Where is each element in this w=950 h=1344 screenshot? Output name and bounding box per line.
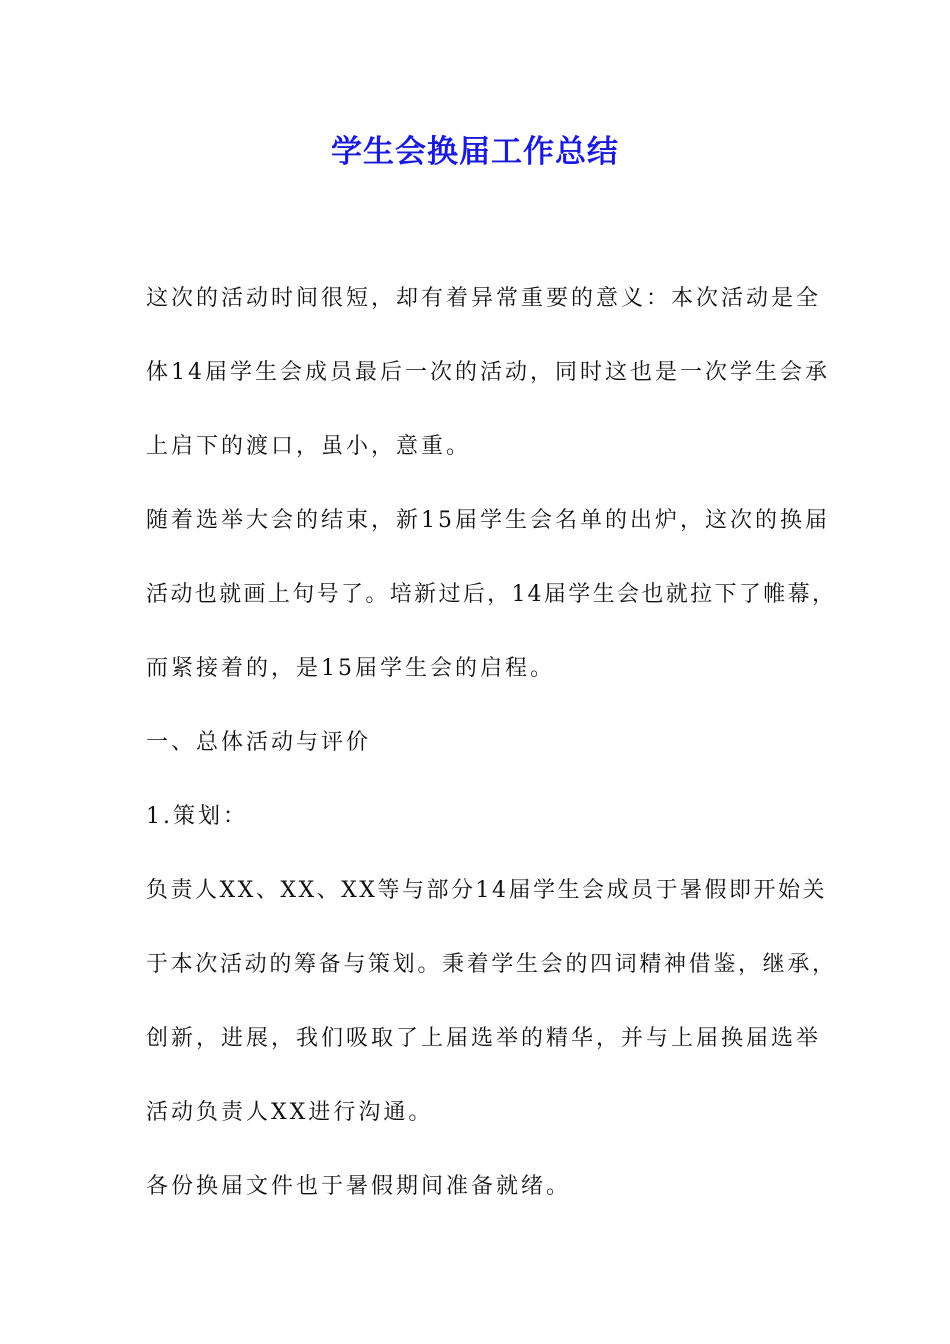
body-line: 创新，进展，我们吸取了上届选举的精华，并与上届换届选举 xyxy=(146,1026,822,1051)
document-body xyxy=(146,262,836,1224)
body-line: 活动也就画上句号了。培新过后，14届学生会也就拉下了帷幕， xyxy=(146,582,836,607)
body-line: 负责人XX、XX、XX等与部分14届学生会成员于暑假即开始关 xyxy=(146,878,827,903)
body-line: 体14届学生会成员最后一次的活动，同时这也是一次学生会承 xyxy=(146,360,830,385)
body-line: 于本次活动的筹备与策划。秉着学生会的四词精神借鉴，继承， xyxy=(146,952,836,977)
body-line: 而紧接着的，是15届学生会的启程。 xyxy=(146,656,555,681)
body-line: 这次的活动时间很短，却有着异常重要的意义：本次活动是全 xyxy=(146,286,822,311)
body-line: 随着选举大会的结束，新15届学生会名单的出炉，这次的换届 xyxy=(146,508,830,533)
body-line: 上启下的渡口，虽小，意重。 xyxy=(146,434,472,459)
subsection-heading: 1.策划： xyxy=(146,804,248,829)
section-heading: 一、总体活动与评价 xyxy=(146,730,372,755)
document-title: 学生会换届工作总结 xyxy=(331,134,619,170)
body-line: 各份换届文件也于暑假期间准备就绪。 xyxy=(146,1174,572,1199)
body-line: 活动负责人XX进行沟通。 xyxy=(146,1100,434,1125)
